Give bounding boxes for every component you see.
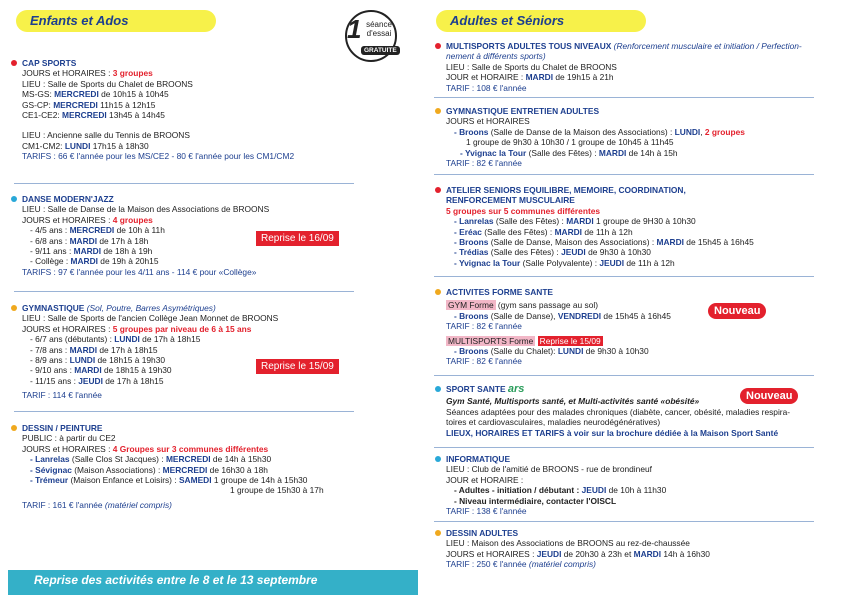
tarif-line [22, 500, 412, 510]
text: - 6/8 ans : [30, 235, 70, 246]
text: de 18h15 à 19h30 [95, 355, 166, 366]
text: - Niveau intermédiaire, contacter l'OISCL [454, 495, 617, 506]
tarif-line: TARIF : 138 € l'année [446, 506, 527, 517]
text-line [22, 465, 412, 475]
text: TARIF : 250 € l'année [446, 559, 529, 570]
text: (Salle de Danse, Maison des Associations) : [488, 237, 657, 248]
text: de 11h à 12h [624, 257, 675, 268]
text-line [22, 110, 402, 120]
text-line [22, 376, 402, 386]
text-day: MERCREDI [54, 89, 99, 100]
text: - Collège : [30, 256, 71, 267]
badge-line1: séance [366, 20, 392, 29]
reprise-tag: Reprise le 15/09 [256, 359, 339, 374]
section-title [22, 194, 402, 204]
tarif-line: TARIFS : 66 € l'année pour les MS/CE2 - 80 € l'année pour les CM1/CM2 [22, 151, 295, 162]
separator [434, 447, 814, 448]
bullet-icon [435, 108, 441, 114]
text: (Salle des Fêtes) : [488, 247, 562, 258]
text-highlight: 3 groupes [112, 68, 153, 79]
text-day: LUNDI [69, 355, 96, 366]
text-line: LIEU : Salle de Danse de la Maison des Associations de BROONS [22, 204, 270, 215]
footer-text: Reprise des activités entre le 8 et le 13 septembre [34, 573, 318, 587]
bullet-icon [11, 425, 17, 431]
text-line [446, 311, 836, 321]
tarif-line: TARIFS : 97 € l'année pour les 4/11 ans - 114 € pour «Collège» [22, 266, 257, 277]
title-text: GYMNASTIQUE ENTRETIEN ADULTES [446, 106, 600, 116]
text: de 9h30 à 10h30 [585, 247, 651, 258]
separator [434, 375, 814, 376]
text: - 11/15 ans : [30, 375, 79, 386]
text: (Maison Associations) : [71, 464, 163, 475]
text: (Salle Polyvalente) : [520, 257, 600, 268]
text-day: MARDI [656, 237, 684, 248]
reprise-tag: Reprise le 16/09 [256, 231, 339, 246]
bullet-icon [435, 289, 441, 295]
text-line [22, 454, 412, 464]
text: JOURS et HORAIRES : [22, 443, 113, 454]
text: , [700, 126, 705, 137]
section-activites-forme-sante [446, 287, 836, 367]
left-banner: Enfants et Ados [16, 10, 216, 32]
text-line [446, 336, 836, 346]
tarif-line [446, 559, 836, 569]
text: JOURS et HORAIRES : [22, 68, 113, 79]
text-line [446, 227, 836, 237]
right-banner: Adultes et Séniors [436, 10, 646, 32]
text-highlight: 4 Groupes sur 3 communes différentes [112, 443, 269, 454]
text-place: - Lanrelas [30, 454, 70, 465]
text: de 18h15 à 19h30 [101, 365, 172, 376]
text-day: MARDI [74, 365, 102, 376]
tarif-line: TARIF : 108 € l'année [446, 82, 527, 93]
text-place: - Eréac [454, 226, 482, 237]
text-day: MARDI [598, 147, 627, 158]
section-title [22, 423, 412, 433]
text-day: JEUDI [78, 375, 103, 386]
text: de 19h à 20h15 [97, 256, 159, 267]
text: (Salle des Fêtes) : [526, 147, 599, 158]
text-line [22, 355, 402, 365]
text-day: JEUDI [599, 257, 625, 268]
text-day: MERCREDI [165, 454, 211, 465]
text-line [446, 485, 836, 495]
text: (Salle des Fêtes) : [493, 216, 567, 227]
bullet-icon [11, 60, 17, 66]
tarif-line: TARIF : 114 € l'année [22, 390, 102, 401]
text: de 11h à 12h [582, 226, 633, 237]
separator [14, 183, 354, 184]
separator [434, 276, 814, 277]
text: (Salle du Chalet): [488, 346, 558, 357]
text-place: - Broons [454, 237, 489, 248]
bullet-icon [11, 305, 17, 311]
section-title [446, 454, 836, 464]
text-day: LUNDI [64, 140, 91, 151]
bullet-icon [435, 43, 441, 49]
text-day: LUNDI [557, 346, 584, 357]
section-title [22, 303, 402, 313]
text-day: JEUDI [561, 247, 586, 258]
text: 13h45 à 14h45 [106, 110, 165, 121]
text: - 7/8 ans : [30, 344, 70, 355]
section-gymnastique [22, 303, 402, 401]
text-line [22, 236, 402, 246]
text-place: - Broons [454, 126, 489, 137]
nouveau-badge: Nouveau [740, 388, 798, 404]
title-text: DESSIN / PEINTURE [22, 423, 103, 433]
text: 1 groupe de 14h à 15h30 [211, 475, 308, 486]
title-text: DESSIN ADULTES [446, 528, 519, 538]
text: GS-CP: [22, 99, 54, 110]
section-title [446, 287, 836, 297]
text-line: 1 groupe de 9h30 à 10h30 / 1 groupe de 10h45 à 11h45 [466, 137, 674, 148]
title-text: ACTIVITES FORME SANTE [446, 287, 554, 297]
text-day: MERCREDI [62, 110, 107, 121]
section-title [22, 58, 402, 68]
text: JOURS et HORAIRES : [446, 548, 537, 559]
section-gym-entretien [446, 106, 836, 168]
text-line: PUBLIC : à partir du CE2 [22, 433, 116, 444]
text-line [446, 300, 836, 310]
text-line [22, 225, 402, 235]
text-day: MARDI [633, 548, 662, 559]
text: de 18h à 19h [101, 246, 153, 257]
text-line [22, 444, 412, 454]
text-place: - Broons [454, 310, 489, 321]
text-line: toires et cardiovasculaires, maladies neurodégénératives) [446, 417, 661, 428]
text-line [446, 247, 836, 257]
text-line: JOURS et HORAIRES [446, 116, 530, 127]
text: de 14h à 15h30 [210, 454, 272, 465]
title-text: MULTISPORTS ADULTES TOUS NIVEAUX [446, 41, 614, 51]
text-line: LIEU : Ancienne salle du Tennis de BROONS [22, 130, 190, 141]
section-title [446, 528, 836, 538]
section-title [446, 106, 836, 116]
text: de 17h à 18h15 [139, 334, 201, 345]
text-line [22, 89, 402, 99]
text-day: MERCREDI [69, 225, 115, 236]
text-line [22, 365, 402, 375]
badge-text [363, 20, 395, 38]
text-place: - Yvignac la Tour [454, 257, 521, 268]
text-line: Gym Santé, Multisports santé, et Multi-activités santé «obésité» [446, 396, 700, 407]
text-line: LIEU : Maison des Associations de BROONS au rez-de-chaussée [446, 538, 690, 549]
text-line [22, 68, 402, 78]
text-place: - Lanrelas [454, 216, 494, 227]
text-note: (matériel compris) [104, 499, 172, 510]
text-day: MARDI [554, 226, 583, 237]
text-line [22, 345, 402, 355]
text-line: 1 groupe de 15h30 à 17h [230, 485, 324, 496]
text: (gym sans passage au sol) [495, 300, 599, 311]
title-text: CAP SPORTS [22, 58, 77, 68]
text-line: JOUR et HORAIRE : [446, 474, 524, 485]
badge-line2: d'essai [366, 29, 392, 38]
text: (Salle de Danse de la Maison des Associations) : [488, 126, 675, 137]
text-line: LIEUX, HORAIRES ET TARIFS à voir sur la brochure dédiée à la Maison Sport Santé [446, 427, 779, 438]
text-place: - Trémeur [30, 475, 69, 486]
title-text: GYMNASTIQUE [22, 303, 87, 313]
text-day: LUNDI [674, 126, 701, 137]
ars-logo: ars [507, 383, 525, 395]
text-day: VENDREDI [557, 310, 602, 321]
text: de 20h30 à 23h et [561, 548, 634, 559]
text: CM1-CM2: [22, 140, 65, 151]
text: (Maison Enfance et Loisirs) : [68, 475, 179, 486]
text: (Salle de Danse), [488, 310, 558, 321]
separator [434, 97, 814, 98]
title-text: DANSE MODERN'JAZZ [22, 194, 114, 204]
bullet-icon [435, 386, 441, 392]
text: TARIF : 161 € l'année [22, 499, 105, 510]
text: de 10h15 à 10h45 [98, 89, 169, 100]
text: - 9/10 ans : [30, 365, 75, 376]
text-day: MARDI [525, 72, 554, 83]
text-day: MARDI [73, 246, 102, 257]
text: 17h15 à 18h30 [90, 140, 149, 151]
text-day: MARDI [70, 256, 98, 267]
section-atelier-seniors [446, 185, 836, 268]
text: JOURS et HORAIRES : [22, 323, 113, 334]
bullet-icon [435, 456, 441, 462]
text-line [446, 237, 836, 247]
text-highlight: 5 groupes par niveau de 6 à 15 ans [112, 323, 252, 334]
reprise-tag: Reprise le 15/09 [539, 335, 601, 346]
text-day: SAMEDI [178, 475, 212, 486]
text-line: LIEU : Salle de Sports du Chalet de BROONS [22, 78, 193, 89]
section-dessin-peinture [22, 423, 412, 510]
text: de 10h à 11h [114, 225, 165, 236]
text-line [22, 475, 412, 485]
text-line [22, 324, 402, 334]
text: MS-GS: [22, 89, 55, 100]
text: JOUR et HORAIRE : [446, 72, 526, 83]
footer-banner [8, 570, 418, 595]
text-line [446, 127, 836, 137]
text: (Salle Clos St Jacques) : [69, 454, 166, 465]
text-day: MARDI [69, 235, 98, 246]
text-line [446, 148, 836, 158]
text: 11h15 à 12h15 [97, 99, 156, 110]
text: CE1-CE2: [22, 110, 63, 121]
text: de 19h15 à 21h [553, 72, 614, 83]
text: - Adultes - initiation / débutant : [454, 485, 582, 496]
badge-gratuite: GRATUITE [361, 46, 400, 55]
separator [434, 174, 814, 175]
text-day: JEUDI [581, 485, 607, 496]
text-day: LUNDI [114, 334, 140, 345]
text-place: - Broons [454, 346, 489, 357]
title-text: INFORMATIQUE [446, 454, 511, 464]
text: 14h à 16h30 [661, 548, 710, 559]
text-day: MERCREDI [162, 464, 208, 475]
tarif-line: TARIF : 82 € l'année [446, 158, 522, 169]
text-line [22, 256, 402, 266]
text-place: - Yvignac la Tour [460, 147, 527, 158]
text-line: LIEU : Salle de Sports de l'ancien Collège Jean Monnet de BROONS [22, 313, 279, 324]
text: de 17h à 18h15 [97, 344, 158, 355]
text: (Salle des Fêtes) : [481, 226, 555, 237]
text-line [22, 246, 402, 256]
text-day: MERCREDI [53, 99, 98, 110]
text: de 17h à 18h [97, 235, 149, 246]
text-line: 5 groupes sur 5 communes différentes [446, 205, 601, 216]
text-place: - Trédias [454, 247, 489, 258]
title-sub: (Renforcement musculaire et initiation / Perfection- [613, 41, 802, 51]
text-place: - Sévignac [30, 464, 72, 475]
badge-number: 1 [347, 14, 362, 44]
section-informatique [446, 454, 836, 516]
text-highlight: 4 groupes [112, 214, 153, 225]
section-title [446, 41, 836, 51]
section-multisports-adultes [446, 41, 836, 93]
bullet-icon [435, 530, 441, 536]
text-line [446, 549, 836, 559]
text: de 15h45 à 16h45 [683, 237, 754, 248]
text: - 6/7 ans (débutants) : [30, 334, 115, 345]
text-line: LIEU : Club de l'amitié de BROONS - rue de brondineuf [446, 464, 652, 475]
tarif-line: TARIF : 82 € l'année [446, 321, 522, 332]
text: - 8/9 ans : [30, 355, 70, 366]
text-line [446, 72, 836, 82]
text: 1 groupe de 9H30 à 10h30 [593, 216, 696, 227]
separator [14, 411, 354, 412]
text-line [446, 258, 836, 268]
title-sub: (Sol, Poutre, Barres Asymétriques) [86, 303, 216, 313]
pink-label: GYM Forme [448, 300, 494, 311]
text: de 10h à 11h30 [606, 485, 667, 496]
separator [434, 521, 814, 522]
text: de 16h30 à 18h [207, 464, 268, 475]
text: JOURS et HORAIRES : [22, 214, 113, 225]
nouveau-badge: Nouveau [708, 303, 766, 319]
text-line [22, 141, 402, 151]
section-dessin-adultes [446, 528, 836, 570]
bullet-icon [435, 187, 441, 193]
section-title-2: RENFORCEMENT MUSCULAIRE [446, 195, 575, 206]
text-line: nement à différents sports) [446, 51, 546, 62]
text-line [22, 334, 402, 344]
text-line [446, 216, 836, 226]
text: - 9/11 ans : [30, 246, 74, 257]
section-title [446, 185, 836, 195]
text: - 4/5 ans : [30, 225, 70, 236]
text: de 17h à 18h15 [102, 375, 164, 386]
text: de 9h30 à 10h30 [583, 346, 649, 357]
title-text: ATELIER SENIORS EQUILIBRE, MEMOIRE, COORDINATION, [446, 185, 686, 195]
bullet-icon [11, 196, 17, 202]
text-line [22, 215, 402, 225]
pink-label: MULTISPORTS Forme [448, 335, 534, 346]
text: de 15h45 à 16h45 [601, 310, 671, 321]
text-day: JEUDI [536, 548, 562, 559]
section-danse [22, 194, 402, 277]
text: de 14h à 15h [626, 147, 678, 158]
text-line: Séances adaptées pour des malades chroniques (diabète, cancer, obésité, maladies respira- [446, 406, 791, 417]
tarif-line: TARIF : 82 € l'année [446, 356, 522, 367]
text-line [446, 346, 836, 356]
title-text: SPORT SANTE [446, 384, 508, 394]
text-line [446, 496, 836, 506]
section-cap-sports [22, 58, 402, 162]
separator [14, 291, 354, 292]
text-line [22, 100, 402, 110]
text-day: MARDI [69, 344, 98, 355]
text-day: MARDI [566, 216, 594, 227]
text-line: LIEU : Salle de Sports du Chalet de BROONS [446, 61, 617, 72]
text-highlight: 2 groupes [704, 126, 745, 137]
text-note: (matériel compris) [528, 559, 596, 570]
